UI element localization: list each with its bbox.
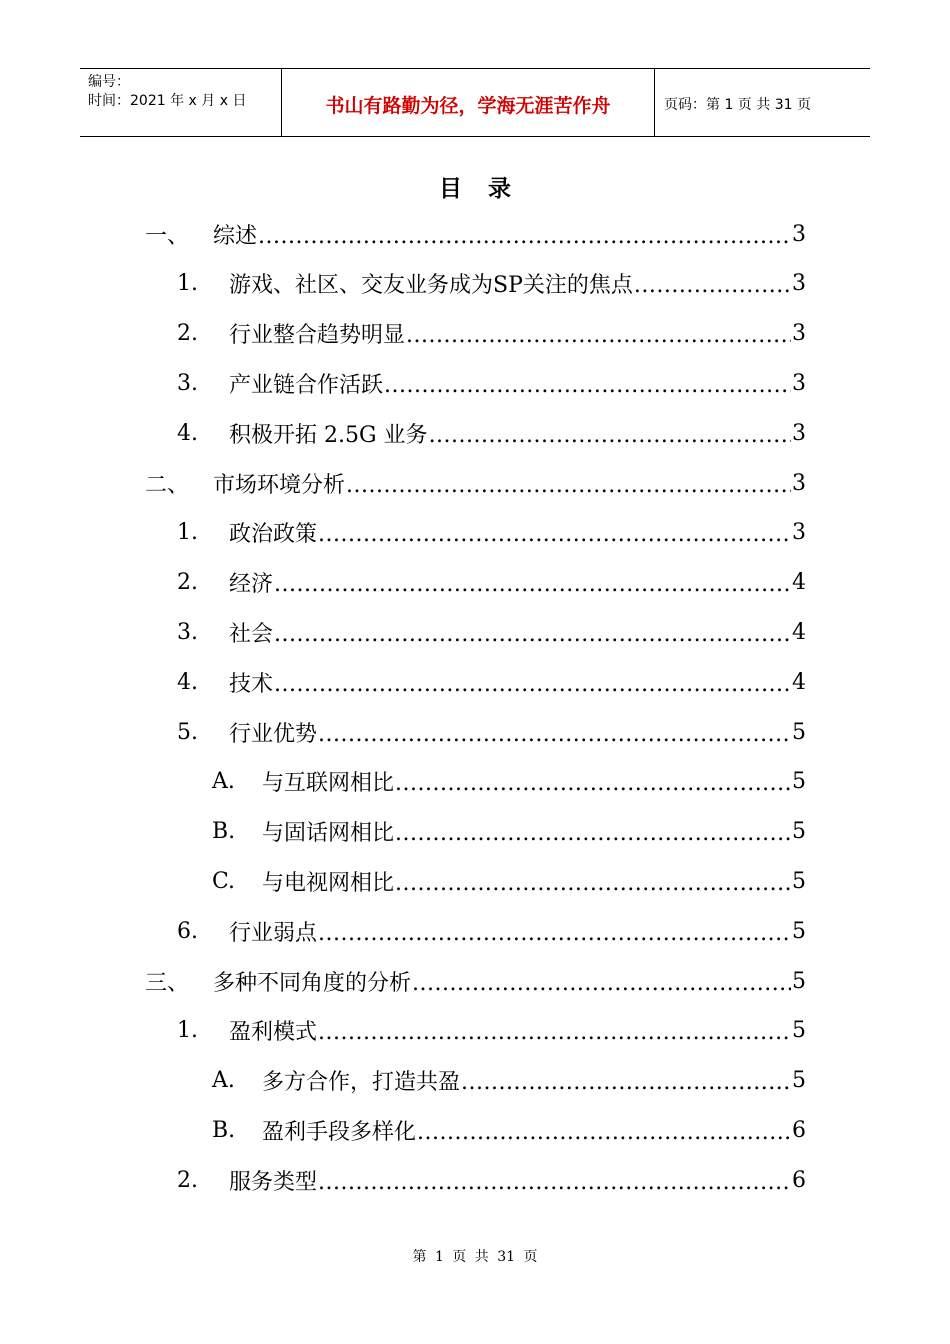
toc-leader-dots [274,572,791,597]
toc-entry-page: 3 [792,370,806,396]
toc-entry-number: 3. [177,619,198,645]
toc-entry-number: A. [212,769,235,795]
toc-entry-page: 5 [792,968,806,994]
toc-entry-page: 5 [792,719,806,745]
toc-entry-number: 三、 [145,970,190,996]
toc-entry-page: 6 [792,1117,806,1143]
date-label: 时间：2021 年 x 月 x 日 [88,93,247,109]
toc-entry-title: 行业整合趋势明显 [229,323,406,349]
toc-entry[interactable] [177,408,806,458]
toc-entry-page: 3 [792,470,806,496]
toc-entry-title: 社会 [229,621,274,647]
toc-entry-page: 5 [792,1018,806,1044]
toc-entry-number: 3. [177,370,198,396]
toc-entry[interactable] [177,558,806,608]
toc-leader-dots [395,771,791,796]
toc-leader-dots [346,473,791,498]
toc-entry-title: 多方合作，打造共盈 [262,1070,461,1096]
toc-entry-title: 盈利手段多样化 [262,1119,417,1145]
toc-entry[interactable] [177,259,806,309]
toc-leader-dots [318,1170,791,1195]
toc-entry[interactable] [145,956,806,1006]
page-footer: 第 1 页 共 31 页 [412,1249,538,1265]
toc-leader-dots [395,871,791,896]
toc-leader-dots [274,622,791,647]
toc-entry-title: 行业优势 [229,721,318,747]
toc-entry-page: 3 [792,271,806,297]
toc-entry-page: 4 [792,570,806,596]
toc-entry-page: 3 [792,420,806,446]
toc-entry-title: 与固话网相比 [262,821,395,847]
toc-entry-title: 盈利模式 [229,1020,318,1046]
toc-leader-dots [318,921,791,946]
toc-entry[interactable] [177,309,806,359]
toc-entry[interactable] [177,707,806,757]
toc-leader-dots [258,224,791,249]
toc-entry-title: 多种不同角度的分析 [213,970,412,996]
toc-leader-dots [318,1020,791,1045]
toc-entry-page: 6 [792,1167,806,1193]
toc-entry[interactable] [145,458,806,508]
toc-leader-dots [318,522,791,547]
toc-leader-dots [417,1120,791,1145]
toc-leader-dots [634,273,791,298]
toc-entry-number: B. [212,1117,236,1143]
toc-entry-title: 经济 [229,572,274,598]
toc-entry[interactable] [212,1056,806,1106]
toc-leader-dots [395,821,791,846]
toc-leader-dots [318,722,791,747]
toc-entry-number: 2. [177,570,198,596]
toc-entry-number: 1. [177,271,198,297]
header-meta [80,69,282,136]
toc-entry-page: 4 [792,669,806,695]
toc-leader-dots [461,1070,791,1095]
toc-entry-number: A. [212,1068,235,1094]
toc-entry-number: B. [212,819,236,845]
toc-entry[interactable] [212,807,806,857]
code-label: 编号： [88,74,130,90]
toc-entry[interactable] [145,209,806,259]
toc-entry-title: 综述 [213,223,258,249]
toc-entry-title: 与电视网相比 [262,870,395,896]
toc-entry-number: 6. [177,918,198,944]
toc-leader-dots [429,423,791,448]
toc-entry-title: 政治政策 [229,522,318,548]
toc-entry-title: 市场环境分析 [213,472,346,498]
toc-entry-title: 服务类型 [229,1169,318,1195]
header-motto: 书山有路勤为径，学海无涯苦作舟 [282,69,655,136]
toc-leader-dots [406,323,791,348]
toc-entry-number: 1. [177,1018,198,1044]
header-page-info: 页码：第 1 页 共 31 页 [664,96,811,113]
toc-entry[interactable] [177,1155,806,1205]
toc-entry-number: 4. [177,420,198,446]
toc-entry-number: C. [212,868,236,894]
toc-entry-page: 5 [792,769,806,795]
toc-entry-number: 二、 [145,472,190,498]
toc-entry-title: 技术 [229,671,274,697]
toc-entry[interactable] [177,1006,806,1056]
toc-entry-page: 5 [792,868,806,894]
toc-entry-page: 5 [792,918,806,944]
toc-entry-title: 与互联网相比 [262,771,395,797]
toc-entry-number: 2. [177,1167,198,1193]
toc-entry-number: 5. [177,719,198,745]
toc-entry-title: 游戏、社区、交友业务成为SP关注的焦点 [229,273,633,299]
toc-entry[interactable] [177,657,806,707]
toc-leader-dots [412,971,791,996]
toc-entry-title: 产业链合作活跃 [229,372,384,398]
toc-entry[interactable] [177,358,806,408]
toc-entry[interactable] [177,508,806,558]
toc-entry[interactable] [212,757,806,807]
toc-entry-page: 5 [792,1068,806,1094]
toc-leader-dots [274,672,791,697]
toc-entry-title: 积极开拓 2.5G 业务 [229,422,428,448]
toc-entry-page: 5 [792,819,806,845]
toc-entry-number: 1. [177,520,198,546]
page-header [80,68,870,137]
toc-entry-page: 4 [792,619,806,645]
toc-entry-page: 3 [792,321,806,347]
toc-entry[interactable] [177,607,806,657]
toc-entry[interactable] [212,856,806,906]
toc-entry-title: 行业弱点 [229,920,318,946]
toc-entry[interactable] [212,1105,806,1155]
toc-entry-number: 2. [177,321,198,347]
toc-entry-page: 3 [792,520,806,546]
toc-entry[interactable] [177,906,806,956]
toc-entry-number: 一、 [145,223,190,249]
toc-leader-dots [384,373,791,398]
toc-title: 目录 [439,175,537,202]
toc-entry-number: 4. [177,669,198,695]
toc-entry-page: 3 [792,221,806,247]
